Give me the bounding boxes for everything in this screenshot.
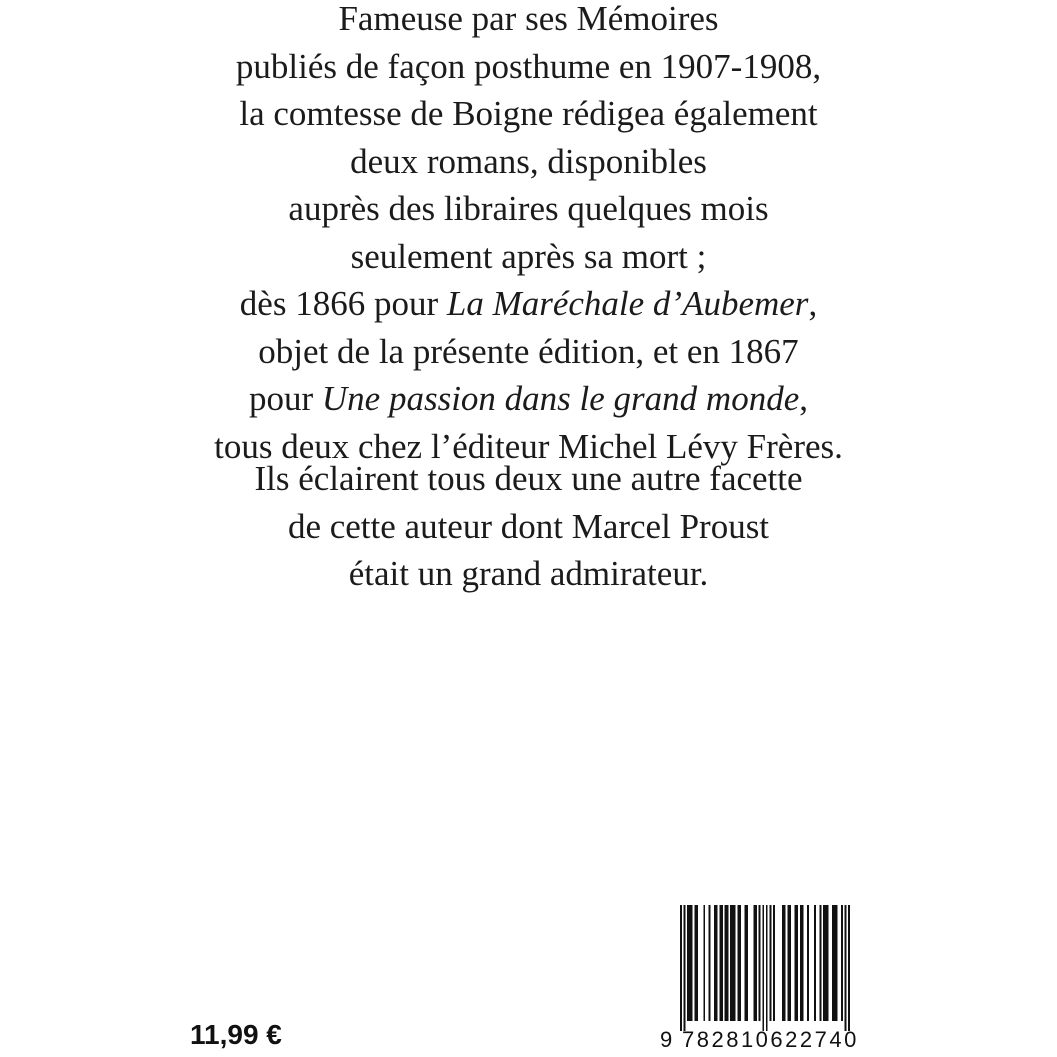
- barcode-bar: [848, 905, 850, 1031]
- barcode-bar: [730, 905, 732, 1021]
- barcode-bar: [825, 905, 827, 1021]
- barcode-bar: [691, 905, 693, 1021]
- barcode-bar: [684, 905, 686, 1031]
- price-label: 11,99 €: [190, 1019, 282, 1050]
- barcode-bar: [755, 905, 757, 1021]
- barcode-bar: [832, 905, 834, 1021]
- blurb-line: était un grand admirateur.: [348, 554, 709, 593]
- blurb-line: [0, 280, 1057, 328]
- barcode-bars: [680, 905, 850, 1031]
- barcode-bar: [759, 905, 761, 1021]
- barcode-bar: [769, 905, 771, 1021]
- blurb-line: seulement après sa mort ;: [350, 236, 707, 276]
- barcode-bar: [802, 905, 804, 1021]
- blurb-line: publiés de façon posthume en 1907-1908,: [235, 46, 822, 86]
- barcode-bar: [795, 905, 797, 1021]
- line-text: pour: [249, 379, 322, 418]
- barcode-bar: [807, 905, 809, 1021]
- barcode-bar: [845, 905, 847, 1031]
- blurb-line: objet de la présente édition, et en 1867: [258, 331, 799, 371]
- barcode-bar: [782, 905, 784, 1021]
- barcode-bar: [762, 905, 764, 1031]
- barcode-bar: [789, 905, 791, 1021]
- line-text: ,: [799, 379, 808, 418]
- barcode: [652, 905, 860, 1057]
- barcode-bar: [727, 905, 729, 1021]
- barcode-bar: [709, 905, 711, 1021]
- barcode-first-digit: 9: [660, 1027, 673, 1052]
- barcode-bar: [787, 905, 789, 1021]
- barcode-bar: [820, 905, 822, 1021]
- barcode-bar: [800, 905, 802, 1021]
- barcode-bar: [732, 905, 734, 1021]
- blurb-line: la comtesse de Boigne rédigea également: [239, 94, 818, 133]
- barcode-bar: [827, 905, 829, 1021]
- barcode-bar: [841, 905, 843, 1021]
- blurb-line: [0, 375, 1057, 423]
- barcode-bar: [716, 905, 718, 1021]
- barcode-bar: [734, 905, 736, 1021]
- barcode-bar: [703, 905, 705, 1021]
- barcode-bar: [680, 905, 682, 1031]
- barcode-bar: [766, 905, 768, 1031]
- barcode-bar: [737, 905, 739, 1021]
- barcode-bar: [719, 905, 721, 1021]
- blurb-paragraph-1: [0, 0, 1057, 470]
- book-title-passion: Une passion dans le grand monde: [321, 379, 800, 418]
- barcode-digits: 782810622740: [682, 1027, 859, 1052]
- barcode-bar: [784, 905, 786, 1021]
- barcode-bar: [773, 905, 775, 1021]
- line-text: ,: [808, 284, 818, 323]
- barcode-bar: [689, 905, 691, 1021]
- barcode-bar: [834, 905, 836, 1021]
- barcode-bar: [753, 905, 755, 1021]
- barcode-bar: [739, 905, 741, 1021]
- barcode-bar: [814, 905, 816, 1021]
- barcode-bar: [725, 905, 727, 1021]
- barcode-bar: [687, 905, 689, 1021]
- barcode-bar: [823, 905, 825, 1021]
- blurb-line: de cette auteur dont Marcel Proust: [287, 506, 770, 546]
- blurb-line: Ils éclairent tous deux une autre facette: [254, 459, 803, 498]
- barcode-bar: [796, 905, 798, 1021]
- barcode-bar: [696, 905, 698, 1021]
- book-title-marechale: La Maréchale d’Aubemer: [446, 284, 809, 323]
- barcode-bar: [836, 905, 838, 1021]
- barcode-bar: [714, 905, 716, 1021]
- line-text: dès 1866 pour: [239, 284, 447, 323]
- barcode-bar: [744, 905, 746, 1021]
- blurb-paragraph-2: [0, 455, 1057, 598]
- barcode-bar: [721, 905, 723, 1021]
- barcode-bar: [746, 905, 748, 1021]
- blurb-line: tous deux chez l’éditeur Michel Lévy Frères.: [214, 426, 843, 466]
- barcode-bar: [694, 905, 696, 1021]
- blurb-line: Fameuse par ses Mémoires: [338, 0, 719, 38]
- blurb-line: deux romans, disponibles: [350, 141, 707, 181]
- blurb-line: auprès des libraires quelques mois: [288, 189, 769, 228]
